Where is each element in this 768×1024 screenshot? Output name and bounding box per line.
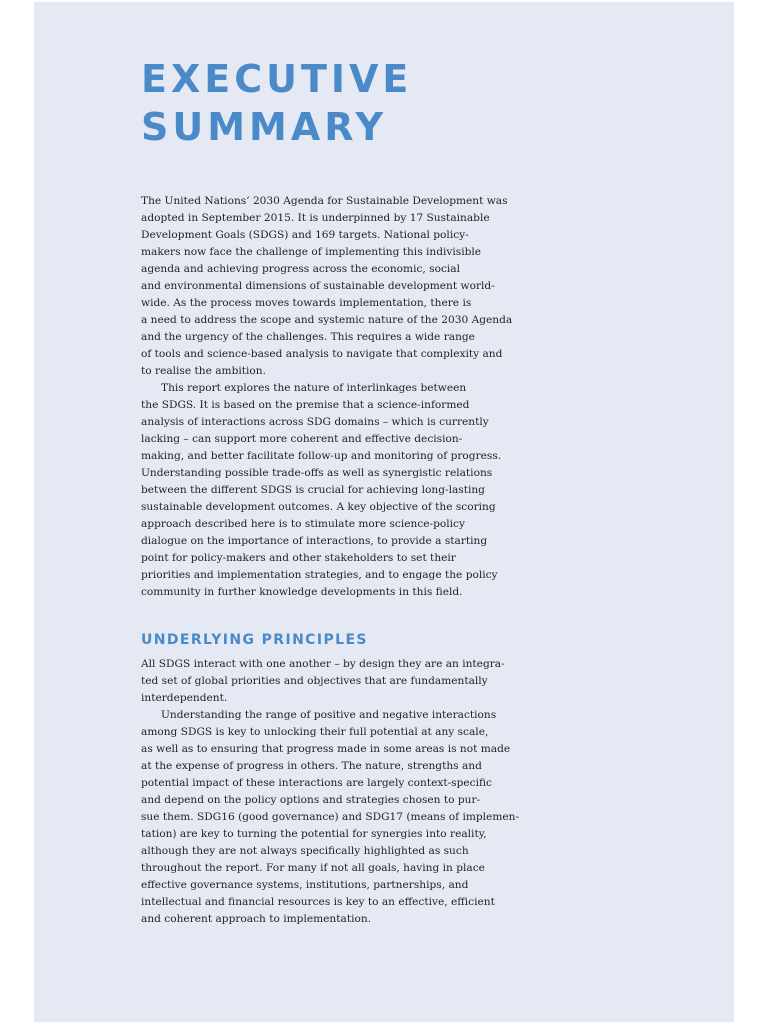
text-line: wide. As the process moves towards implementation, there is [141, 297, 472, 309]
text-line: Understanding the range of positive and negative interactions [161, 709, 497, 721]
text-line: This report explores the nature of interlinkages between [161, 382, 467, 394]
intro-section [141, 193, 513, 601]
text-line: and the urgency of the challenges. This requires a wide range [141, 331, 475, 343]
principles-paragraph-1 [141, 656, 507, 707]
text-line: lacking – can support more coherent and effective decision- [141, 433, 463, 445]
principles-paragraph-2 [141, 707, 520, 928]
principles-section [141, 656, 520, 928]
intro-paragraph-1 [141, 193, 513, 380]
text-line: of tools and science-based analysis to navigate that complexity and [141, 348, 503, 360]
text-line: to realise the ambition. [141, 365, 266, 377]
text-line: point for policy-makers and other stakeholders to set their [141, 552, 456, 564]
text-line: interdependent. [141, 692, 228, 704]
text-line: sue them. SDG16 (good governance) and SDG17 (means of implemen- [141, 811, 520, 823]
section-heading-underlying-principles: UNDERLYING PRINCIPLES [141, 632, 368, 648]
text-line: and depend on the policy options and strategies chosen to pur- [141, 794, 481, 806]
text-line: and coherent approach to implementation. [141, 913, 372, 925]
text-line: agenda and achieving progress across the economic, social [141, 263, 460, 275]
text-line: the SDGS. It is based on the premise that a science-informed [141, 399, 470, 411]
text-line: The United Nations’ 2030 Agenda for Sustainable Development was [141, 195, 508, 207]
page-title [141, 55, 412, 151]
intro-paragraph-2 [141, 380, 507, 601]
text-line: although they are not always specifically highlighted as such [141, 845, 469, 857]
text-line: potential impact of these interactions are largely context-specific [141, 777, 492, 789]
text-line: intellectual and financial resources is key to an effective, efficient [141, 896, 495, 908]
text-line: sustainable development outcomes. A key objective of the scoring [141, 501, 496, 513]
text-line: dialogue on the importance of interactions, to provide a starting [141, 535, 488, 547]
text-line: tation) are key to turning the potential for synergies into reality, [141, 828, 487, 840]
text-line: Understanding possible trade-offs as well as synergistic relations [141, 467, 493, 479]
text-line: ted set of global priorities and objectives that are fundamentally [141, 675, 488, 687]
text-line: analysis of interactions across SDG domains – which is currently [141, 416, 489, 428]
text-line: a need to address the scope and systemic nature of the 2030 Agenda [141, 314, 513, 326]
text-line: between the different SDGS is crucial for achieving long-lasting [141, 484, 485, 496]
text-line: Development Goals (SDGS) and 169 targets. National policy- [141, 229, 469, 241]
text-line: approach described here is to stimulate more science-policy [141, 518, 465, 530]
title-line-2: SUMMARY [141, 105, 387, 149]
text-line: community in further knowledge developments in this field. [141, 586, 463, 598]
title-line-1: EXECUTIVE [141, 57, 413, 101]
text-line: adopted in September 2015. It is underpinned by 17 Sustainable [141, 212, 490, 224]
text-line: priorities and implementation strategies, and to engage the policy [141, 569, 498, 581]
text-line: at the expense of progress in others. The nature, strengths and [141, 760, 482, 772]
text-line: throughout the report. For many if not all goals, having in place [141, 862, 485, 874]
text-line: among SDGS is key to unlocking their full potential at any scale, [141, 726, 489, 738]
text-line: and environmental dimensions of sustainable development world- [141, 280, 495, 292]
text-line: All SDGS interact with one another – by design they are an integra- [141, 658, 505, 670]
text-line: making, and better facilitate follow-up and monitoring of progress. [141, 450, 502, 462]
text-line: as well as to ensuring that progress made in some areas is not made [141, 743, 511, 755]
text-line: effective governance systems, institutions, partnerships, and [141, 879, 469, 891]
text-line: makers now face the challenge of implementing this indivisible [141, 246, 482, 258]
